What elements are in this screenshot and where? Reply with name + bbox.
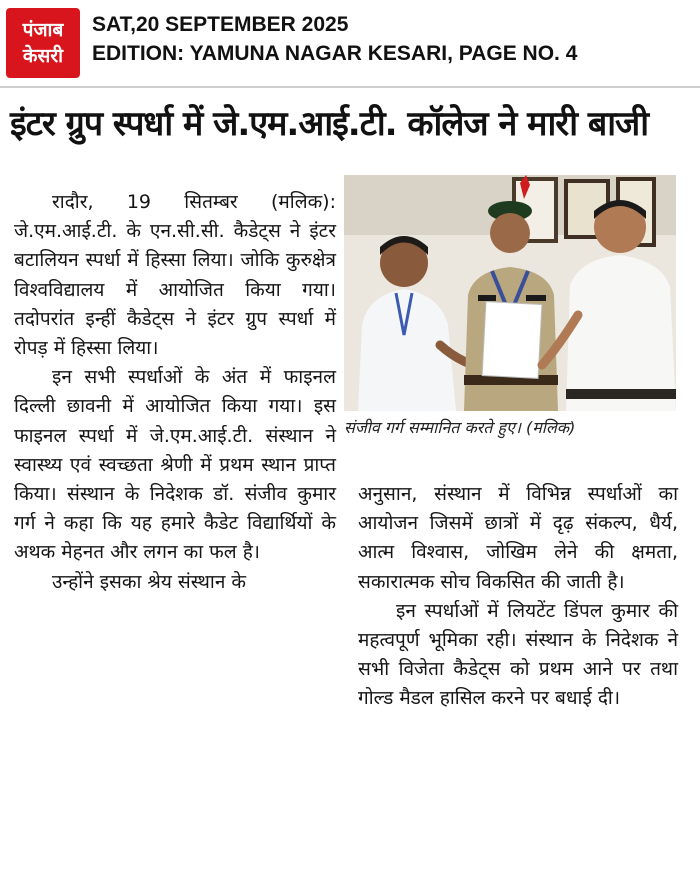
article-paragraph: अनुसान, संस्थान में विभिन्न स्पर्धाओं का आयोजन जिसमें छात्रों में दृढ़ संकल्प, धैर्य, आत्म विश्वास, जोखिम लेने की क्षमता, सकारात्मक सोच विकसित की जाती है। bbox=[358, 483, 678, 593]
masthead bbox=[0, 0, 700, 86]
logo-line-2: केसरी bbox=[22, 45, 64, 67]
article-paragraph: इन स्पर्धाओं में लियटेंट डिंपल कुमार की महत्वपूर्ण भूमिका रही। संस्थान के निदेशक ने सभी विजेता कैडेट्स को प्रथम आने पर तथा गोल्ड मैडल हासिल करने पर बधाई दी। bbox=[358, 599, 678, 710]
article-paragraph: रादौर, 19 सितम्बर (मलिक): जे.एम.आई.टी. के एन.सी.सी. कैडेट्स ने इंटर बटालियन स्पर्धा में हिस्सा लिया। जोकि कुरुक्षेत्र विश्वविद्यालय में आयोजित किया गया। तदोपरांत इन्हीं कैडेट्स ने इंटर ग्रुप स्पर्धा में रोपड़ में हिस्सा लिया। bbox=[14, 191, 336, 360]
edition-info bbox=[92, 10, 577, 68]
photo-caption: संजीव गर्ग सम्मानित करते हुए। (मलिक) bbox=[344, 418, 576, 437]
article-headline: इंटर ग्रुप स्पर्धा में जे.एम.आई.टी. कॉलेज ने मारी बाजी bbox=[10, 104, 649, 144]
punjab-kesari-logo bbox=[6, 8, 80, 78]
news-photo bbox=[344, 175, 676, 411]
publication-date: SAT,20 SEPTEMBER 2025 bbox=[92, 13, 349, 36]
article-paragraph: उन्होंने इसका श्रेय संस्थान के bbox=[52, 570, 247, 593]
article-paragraph: इन सभी स्पर्धाओं के अंत में फाइनल दिल्ली छावनी में आयोजित किया गया। इस फाइनल स्पर्धा में जे.एम.आई.टी. संस्थान ने स्वास्थ्य एवं स्वच्छता श्रेणी में प्रथम स्थान प्राप्त किया। संस्थान के निदेशक डॉ. संजीव कुमार गर्ग ने कहा कि यह हमारे कैडेट विद्यार्थियों के अथक मेहनत और लगन का फल है। bbox=[14, 366, 336, 564]
logo-line-1: पंजाब bbox=[22, 19, 64, 41]
article-column-left bbox=[14, 188, 336, 597]
edition-page: EDITION: YAMUNA NAGAR KESARI, PAGE NO. 4 bbox=[92, 42, 578, 65]
article-column-right bbox=[358, 480, 678, 714]
award-ceremony-photo bbox=[344, 175, 676, 411]
header-divider bbox=[0, 86, 700, 88]
